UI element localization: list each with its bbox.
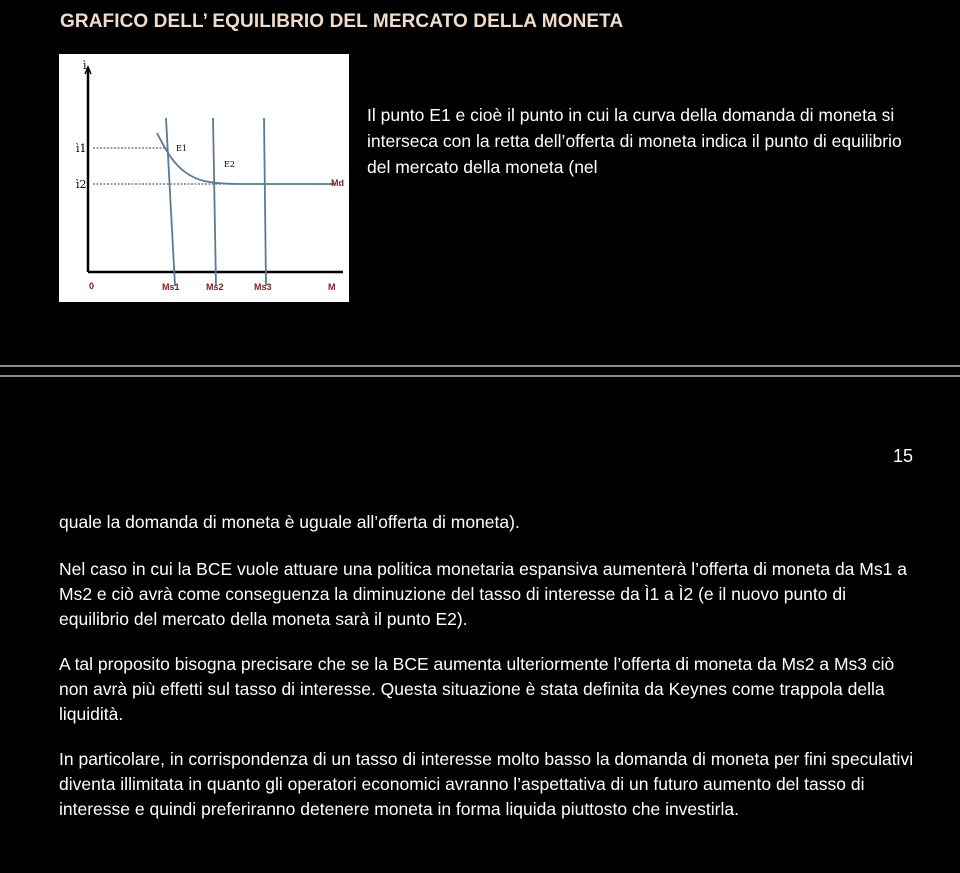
y-axis-label: ì: [83, 59, 87, 72]
page-divider-top: [0, 365, 960, 367]
diagram-svg: [59, 54, 349, 302]
paragraph-continuation: quale la domanda di moneta è uguale all’offerta di moneta).: [59, 512, 520, 532]
ms2-line: [213, 118, 216, 286]
ms1-line: [166, 118, 175, 286]
money-market-diagram: [59, 54, 349, 302]
money-demand-curve: [157, 133, 335, 184]
origin-label: 0: [89, 281, 95, 291]
x-axis-label: M: [328, 282, 336, 292]
rate-low-label: ì2: [76, 178, 87, 191]
md-label: Md: [331, 178, 344, 188]
paragraph-liquidity-trap: A tal proposito bisogna precisare che se la BCE aumenta ulteriormente l’offerta di moneta da Ms2 a Ms3 ciò non avrà più effetti sul tasso di interesse. Questa situazione è stata definita da Keynes come trappola della liquidità.: [59, 654, 895, 724]
page-number: 15: [892, 446, 913, 466]
paragraph-expansive-policy: Nel caso in cui la BCE vuole attuare una politica monetaria espansiva aumenterà l’offerta di moneta da Ms1 a Ms2 e ciò avrà come conseguenza la diminuzione del tasso di interesse da Ì1 a Ì2 (e il nuovo punto di equilibrio del mercato della moneta sarà il punto E2).: [59, 559, 907, 629]
page-divider-bottom: [0, 375, 960, 377]
ms2-label: Ms2: [206, 282, 224, 292]
rate-high-label: ì1: [76, 142, 87, 155]
body-text: [59, 510, 919, 842]
page-title: GRAFICO DELL’ EQUILIBRIO DEL MERCATO DELLA MONETA: [60, 11, 624, 32]
e1-label: E1: [176, 144, 187, 153]
intro-paragraph: [367, 102, 927, 180]
paragraph-speculative-demand: In particolare, in corrispondenza di un tasso di interesse molto basso la domanda di moneta per fini speculativi diventa illimitata in quanto gli operatori economici avranno l’aspettativa di un futuro aumento del tasso di interesse e quindi preferiranno detenere moneta in forma liquida piuttosto che investirla.: [59, 749, 914, 819]
e2-label: E2: [224, 160, 235, 169]
ms3-label: Ms3: [254, 282, 272, 292]
ms1-label: Ms1: [162, 282, 180, 292]
ms3-line: [264, 118, 266, 286]
intro-text: Il punto E1 e cioè il punto in cui la curva della domanda di moneta si interseca con la retta dell’offerta di moneta indica il punto di equilibrio del mercato della moneta (nel: [367, 105, 902, 177]
